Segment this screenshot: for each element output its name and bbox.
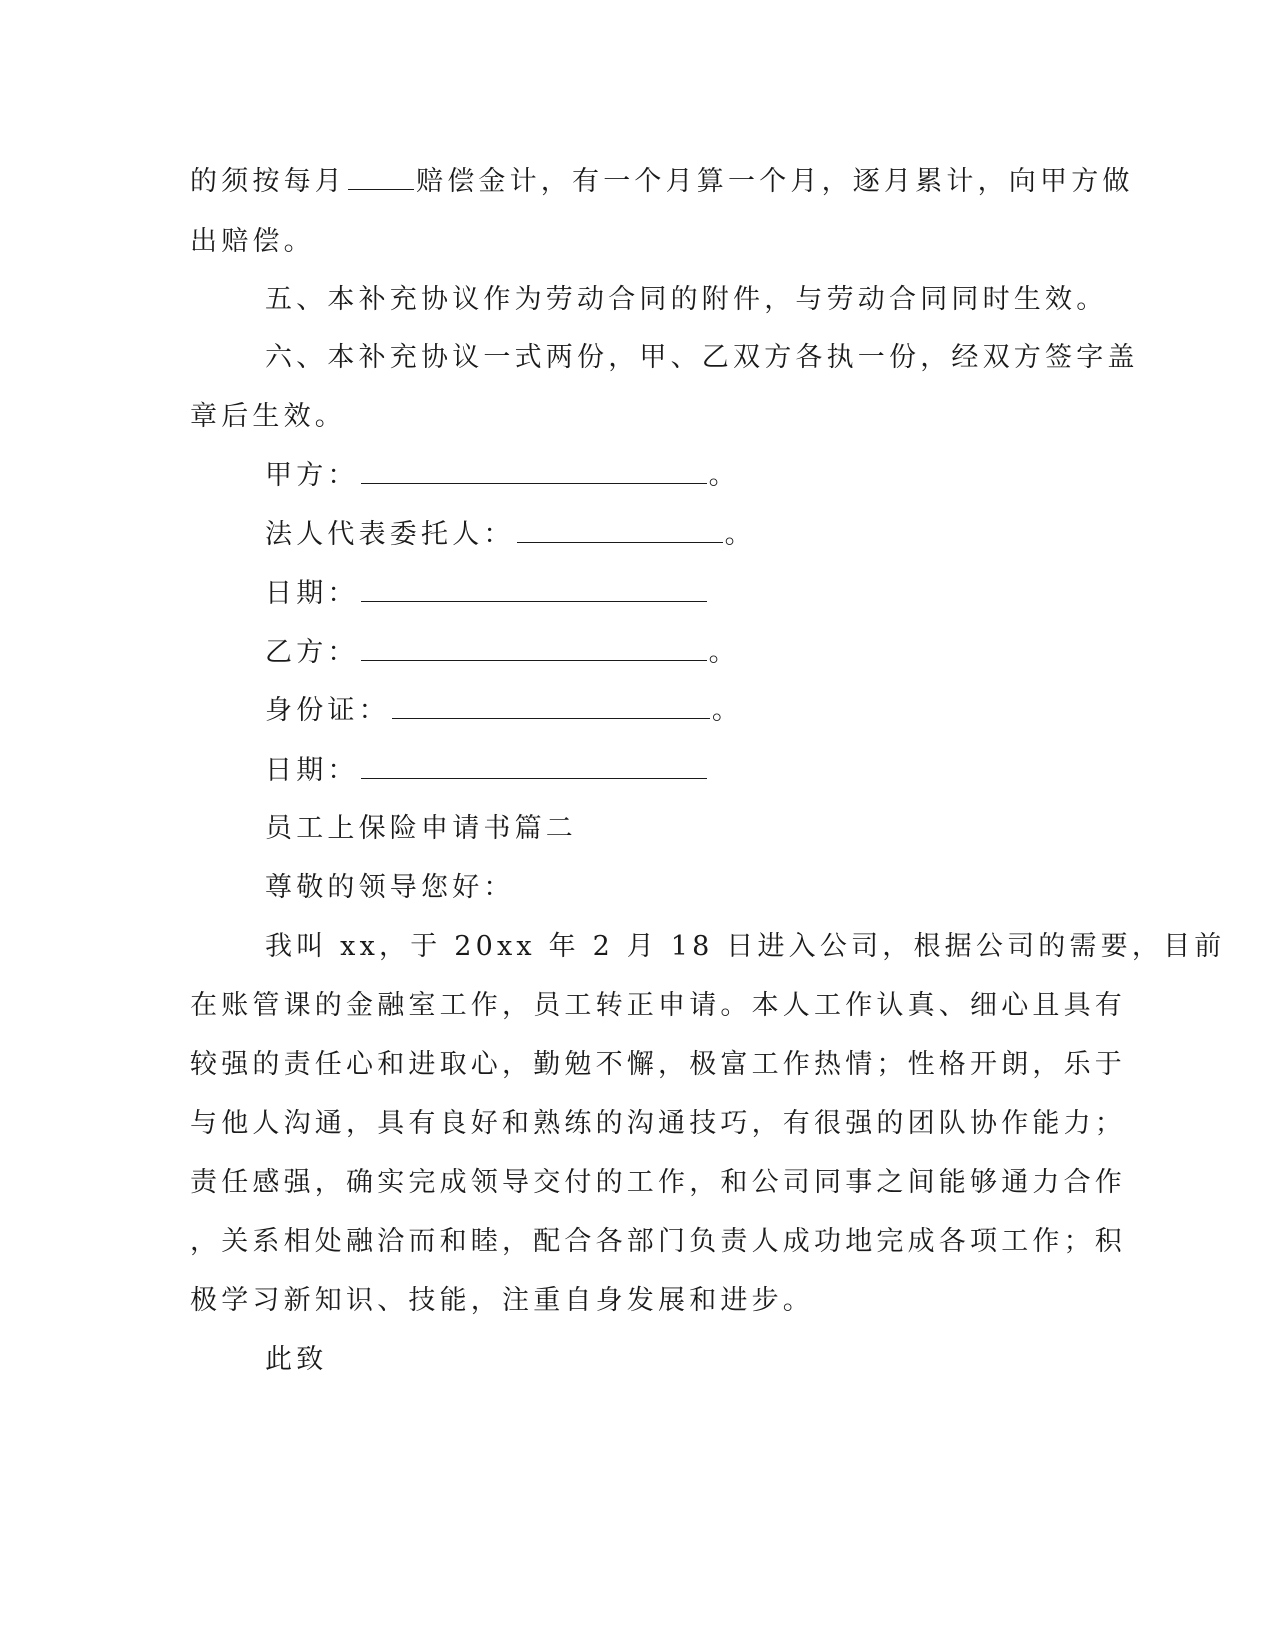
date-b-blank xyxy=(361,751,707,779)
body-line: 较强的责任心和进取心，勤勉不懈，极富工作热情；性格开朗，乐于 xyxy=(190,1049,1126,1080)
party-b-line: 乙方： 。 xyxy=(265,633,1165,673)
id-card-label: 身份证： xyxy=(265,695,390,726)
date-b-line xyxy=(265,751,1165,791)
body-line: 与他人沟通，具有良好和熟练的沟通技巧，有很强的团队协作能力； xyxy=(190,1108,1126,1139)
paragraph-line-2: 出赔偿。 xyxy=(190,226,315,257)
body-line: ，关系相处融洽而和睦，配合各部门负责人成功地完成各项工作；积 xyxy=(190,1226,1126,1257)
party-b-blank xyxy=(361,633,707,661)
legal-rep-blank xyxy=(517,515,723,543)
body-line: 责任感强，确实完成领导交付的工作，和公司同事之间能够通力合作 xyxy=(190,1167,1126,1198)
section-title: 员工上保险申请书篇二 xyxy=(265,813,577,844)
date-b-label: 日期： xyxy=(265,755,359,786)
closing: 此致 xyxy=(265,1344,328,1375)
legal-rep-line: 法人代表委托人： 。 xyxy=(265,515,1165,555)
paragraph-line-1: 的须按每月 赔偿金计，有一个月算一个月，逐月累计，向甲方做 xyxy=(190,162,1090,202)
clause-six: 六、本补充协议一式两份，甲、乙双方各执一份，经双方签字盖 xyxy=(265,342,1139,373)
body-line: 极学习新知识、技能，注重自身发展和进步。 xyxy=(190,1285,814,1316)
clause-six-continued: 章后生效。 xyxy=(190,401,346,432)
party-a-blank xyxy=(361,456,707,484)
date-a-line xyxy=(265,574,1165,614)
blank-line xyxy=(348,162,414,190)
legal-rep-label: 法人代表委托人： xyxy=(265,519,515,550)
id-card-line: 身份证： 。 xyxy=(265,691,1165,731)
party-a-label: 甲方： xyxy=(265,460,359,491)
salutation: 尊敬的领导您好： xyxy=(265,872,515,903)
date-a-blank xyxy=(361,574,707,602)
id-card-blank xyxy=(392,691,710,719)
body-line: 我叫 xx，于 20xx 年 2 月 18 日进入公司，根据公司的需要，目前 xyxy=(265,931,1226,962)
body-line: 在账管课的金融室工作，员工转正申请。本人工作认真、细心且具有 xyxy=(190,990,1126,1021)
clause-five: 五、本补充协议作为劳动合同的附件，与劳动合同同时生效。 xyxy=(265,284,1108,315)
date-a-label: 日期： xyxy=(265,578,359,609)
party-a-line: 甲方： 。 xyxy=(265,456,1165,496)
party-b-label: 乙方： xyxy=(265,637,359,668)
